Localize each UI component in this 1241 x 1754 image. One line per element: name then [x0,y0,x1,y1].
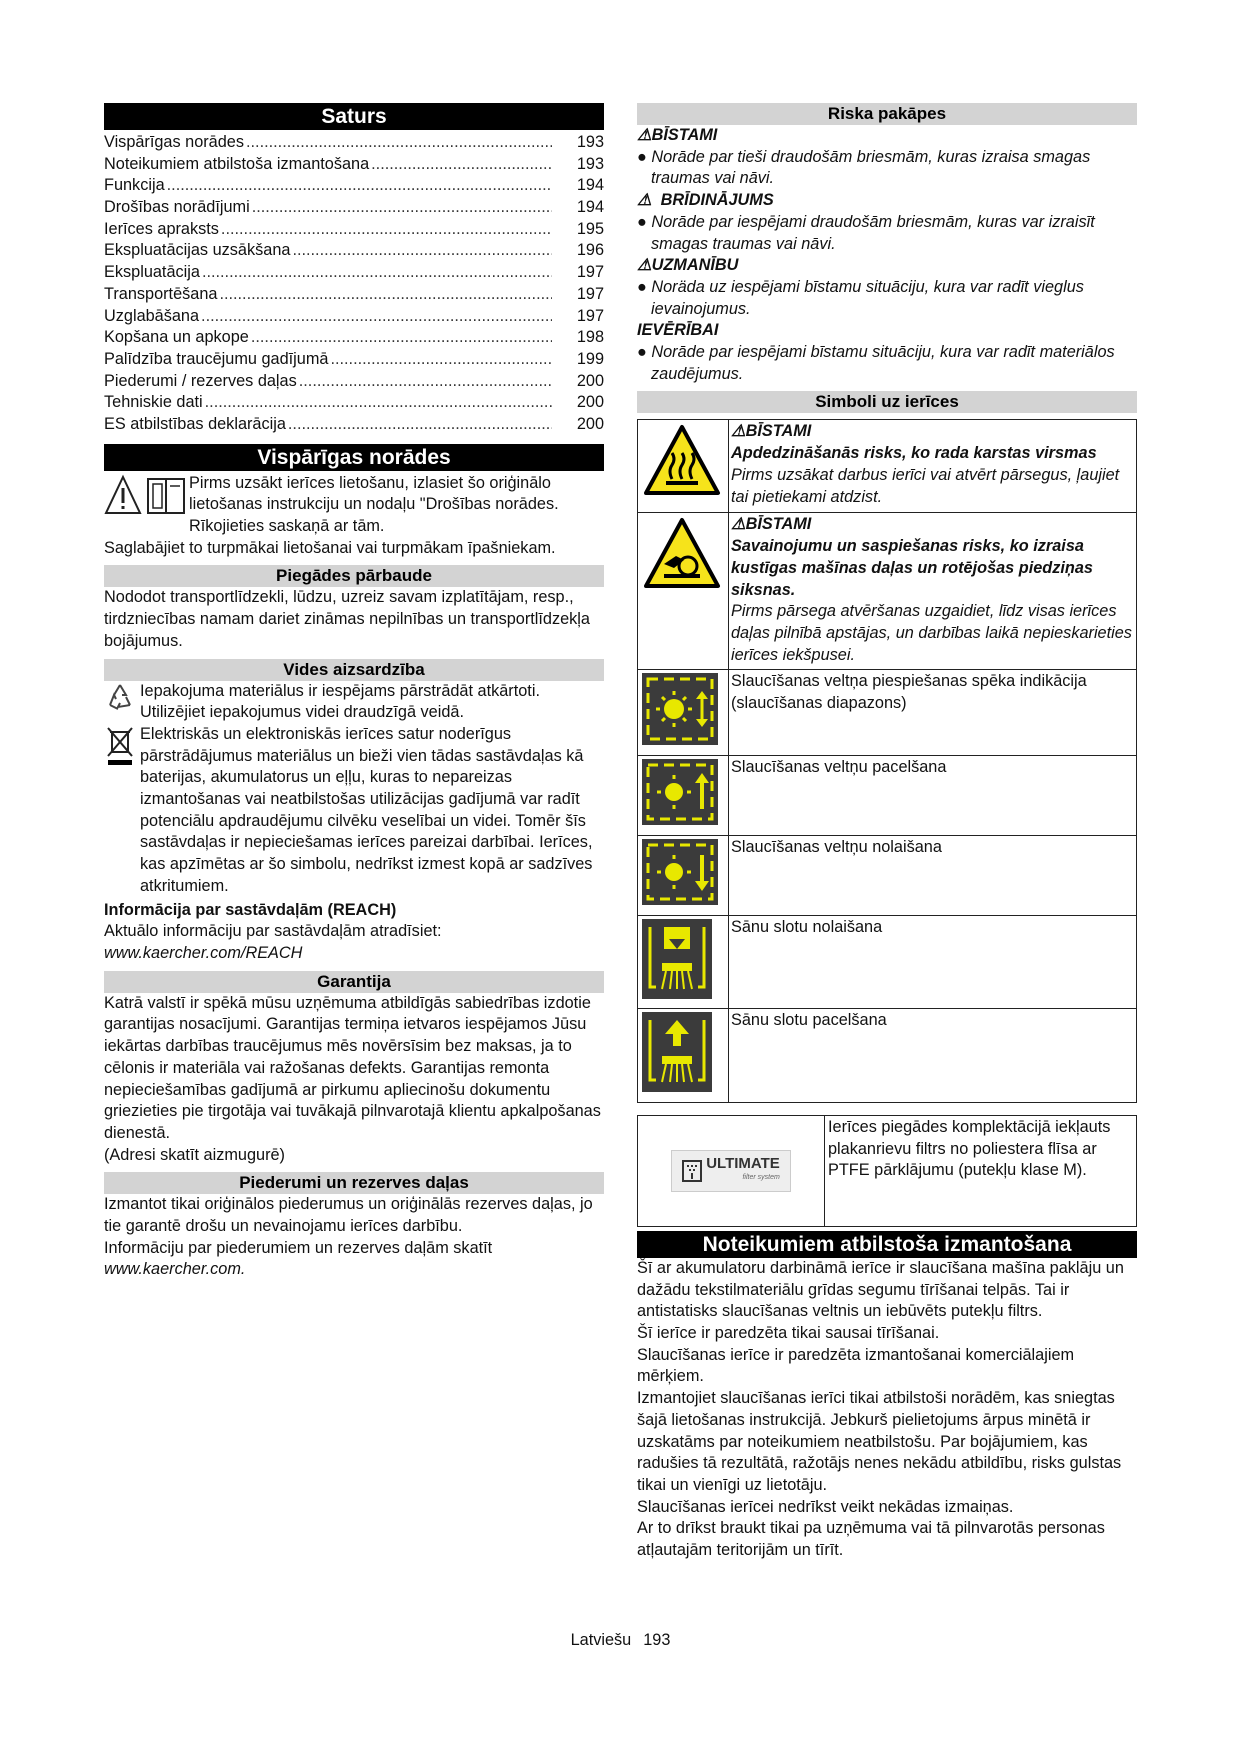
table-row: ⚠ BĪSTAMI Apdedzināšanās risks, ko rada karstas virsmas Pirms uzsākat darbus ierīci vai atvērt pārsegus, ļaujiet tai pietiekami atdzist. [638,420,1137,513]
recycle-text: Iepakojuma materiālus ir iespējams pārstrādāt atkārtoti. Utilizējiet iepakojumus videi draudzīgā veidā. [140,681,540,722]
crossed-bin-icon [104,724,140,773]
toc-entry-title: Vispārīgas norādes [104,133,244,151]
toc-entry-page: 199 [576,349,604,368]
reach-text: Aktuālo informāciju par sastāvdaļām atradīsiet: [104,922,442,941]
toc-entry-page: 196 [576,241,604,260]
warning-triangle-icon: ⚠ [637,256,652,275]
warranty-text: Katrā valstī ir spēkā mūsu uzņēmuma atbildīgās sabiedrības izdotie garantijas nosacījumi. Garantijas termiņa ietvaros iespējamos Jūsu iekārtas darbības traucējumus mēs novērsīsim bez maksas, ja to cēlonis ir materiāla vai ražošanas defekts. Garantijas remonta nepieciešamības gadījumā ar pirkumu apliecinošu dokumentu griezieties pie tirgotāja vai tuvākajā pilnvarotajā klientu apkalpošanas dienestā. [104,993,601,1142]
risk-text: ● Norāde par iespējami bīstamu situāciju, kura var radīt materiālos zaudējumus. [637,343,1115,383]
toc-entry-title: Piederumi / rezerves daļas [104,371,297,390]
section-heading: Simboli uz ierīces [637,391,1137,413]
page-footer [0,1631,1241,1650]
filter-icon [682,1160,702,1182]
table-row: Sānu slotu nolaišana [638,915,1137,1009]
right-column [637,103,1137,1562]
hot-surface-warning-icon [642,423,722,499]
symbols-table [637,419,1137,1103]
warning-triangle-icon: ⚠ [637,191,661,210]
toc-heading: Saturs [104,103,604,130]
intended-paragraph: Šī ierīce ir paredzēta tikai sausai tīrīšanai. [637,1324,940,1343]
toc-entry-page: 200 [576,414,604,433]
toc-entry-page: 200 [576,371,604,390]
intended-paragraph: Šī ar akumulatoru darbināmā ierīce ir slaucīšana mašīna paklāju un dažādu tekstilmateriālu grīdas segumu tīrīšanai telpās. Tai ir antistatisks slaucīšanas veltnis un iebūvēts putekļu filtrs. [637,1258,1124,1321]
section-heading: Piegādes pārbaude [104,565,604,587]
warning-triangle-icon: ⚠ [637,126,652,144]
section-heading: Riska pakāpes [637,103,1137,125]
toc-entry-title: Funkcija [104,176,165,195]
intended-paragraph: Slaucīšanas ierīcei nedrīkst veikt nekādas izmaiņas. [637,1497,1014,1516]
toc-entry[interactable] [104,392,604,414]
warning-book-icon [104,473,189,519]
footer-language: Latviešu [570,1631,632,1649]
toc-entry-title: Uzglabāšana [104,306,200,325]
accessories-info-text: Informāciju par piederumiem un rezerves daļām skatīt [104,1238,493,1257]
keep-text: Saglabājiet to turpmākai lietošanai vai turpmākam īpašniekam. [104,538,556,557]
table-row: Slaucīšanas veltņu nolaišana [638,835,1137,915]
table-row: Slaucīšanas veltņa piespiešanas spēka indikācija (slaucīšanas diapazons) [638,670,1137,756]
ultimate-logo [638,1116,825,1226]
risk-text: ● Noräda uz iespējami bīstamu situāciju, kura var radīt vieglus ievainojumus. [637,277,1084,318]
toc-entry[interactable] [104,219,604,241]
toc-entry[interactable] [104,154,604,176]
toc-entry-title: Palīdzība traucējumu gadījumā [104,349,329,368]
toc-entry-page: 194 [576,198,604,217]
toc-entry[interactable] [104,240,604,262]
recycle-icon [104,681,140,720]
accessories-info [104,1238,604,1281]
intended-paragraph: Ar to drīkst braukt tikai pa uzņēmuma vai tā pilnvarotās personas atļautajām teritorijām un tīrīt. [637,1519,1105,1560]
table-row: ⚠ BĪSTAMI Savainojumu un saspiešanas risks, ko izraisa kustīgas mašīnas daļas un rotējošas piedziņas siksnas. Pirms pārsega atvēršanas uzgaidiet, līdz visas ierīces daļas pilnībā apstājas, un darbības laikā nepieskarieties ierīces iekšpusei. [638,513,1137,670]
toc-entry-title: Tehniskie dati [104,393,203,412]
reach-title: Informācija par sastāvdaļām (REACH) [104,900,397,919]
weee-text: Elektriskās un elektroniskās ierīces satur noderīgus pārstrādājumus materiālus un bieži vien tādas sastāvdaļas kā baterijas, akumulatorus un eļļu, kuras to nepareizas izmantošanas vai neatbilstošas utilizācijas gadījumā var radīt potenciālu apdraudējumu cilvēku veselībai un videi. Tomēr šīs sastāvdaļas ir nepieciešamas ierīces pareizai darbībai. Ierīces, kas apzīmētas ar šo simbolu, nedrīkst izmest kopā ar sadzīves atkritumiem. [140,724,593,895]
crush-hazard-warning-icon [642,516,722,592]
risk-label-notice: IEVĒRĪBAI [637,321,719,340]
toc-entry-page: 195 [576,219,604,238]
toc-entry[interactable] [104,175,604,197]
toc-entry[interactable] [104,349,604,371]
toc-entry-title: Ekspluatācijas uzsākšana [104,241,291,260]
table-of-contents [104,132,604,436]
side-brush-lower-icon [642,919,712,999]
reach-link[interactable]: www.kaercher.com/REACH [104,943,303,962]
toc-entry-title: Ierīces apraksts [104,219,219,238]
toc-entry-page: 198 [576,328,604,347]
toc-entry-page: 200 [576,393,604,412]
accessories-text: Izmantot tikai oriģinālos piederumus un oriģinālās rezerves daļas, jo tie garantē drošu un nevainojamu ierīces darbību. [104,1195,593,1236]
section-heading: Vides aizsardzība [104,659,604,681]
ultimate-filter-box [637,1115,1137,1227]
toc-entry[interactable] [104,262,604,284]
toc-entry-title: Transportēšana [104,284,218,303]
toc-entry[interactable] [104,197,604,219]
toc-entry-title: Drošības norādījumi [104,198,250,217]
toc-entry-page: 193 [576,154,604,173]
reach-paragraph [104,921,604,964]
intended-paragraph: Slaucīšanas ierīce ir paredzēta izmantošanai komerciālajiem mērķiem. [637,1345,1075,1386]
section-heading: Noteikumiem atbilstoša izmantošana [637,1231,1137,1258]
left-column [104,103,604,1281]
toc-entry-page: 194 [576,176,604,195]
read-manual-notice [104,473,604,538]
footer-page-number: 193 [643,1631,671,1649]
recycle-note [104,681,604,724]
toc-entry-title: ES atbilstības deklarācija [104,414,286,433]
toc-entry-page: 197 [576,306,604,325]
section-heading: Garantija [104,971,604,993]
intro-text: Pirms uzsākt ierīces lietošanu, izlasiet šo oriģinālo lietošanas instrukciju un nodaļu "Drošības norādes. Rīkojieties saskaņā ar tām. [189,473,559,536]
toc-entry[interactable] [104,371,604,393]
risk-text: ● Norāde par tieši draudošām briesmām, kuras izraisa smagas traumas vai nāvi. [637,147,1091,188]
ultimate-logo-sub: filter system [742,1173,780,1181]
risk-text: ● Norāde par iespējami draudošām briesmām, kuras var izraisīt smagas traumas vai nāvi. [637,212,1095,253]
toc-entry[interactable] [104,306,604,328]
toc-entry-page: 193 [576,133,604,151]
delivery-text: Nododot transportlīdzekli, lūdzu, uzreiz savam izplatītājam, resp., tirdzniecības namam dariet zināmas nepilnības un transportlīdzekļa bojājumus. [104,588,590,650]
toc-entry-page: 197 [576,263,604,282]
roller-lower-icon [642,839,718,905]
ultimate-logo-text: ULTIMATE [706,1154,780,1172]
weee-note [104,724,604,898]
table-row: Slaucīšanas veltņu pacelšana [638,756,1137,836]
toc-entry-title: Kopšana un apkope [104,328,249,347]
section-heading: Vispārīgas norādes [104,444,604,471]
section-heading: Piederumi un rezerves daļas [104,1172,604,1194]
roller-raise-icon [642,759,718,825]
ultimate-text: Ierīces piegādes komplektācijā iekļauts plakanrievu filtrs no poliestera flīsa ar PTFE pārklājumu (putekļu klase M). [828,1117,1111,1180]
toc-entry-title: Noteikumiem atbilstoša izmantošana [104,154,370,173]
accessories-link[interactable]: www.kaercher.com. [104,1260,246,1279]
toc-entry-page: 197 [576,284,604,303]
risk-label-warning: ⚠ BRĪDINĀJUMS [637,190,1137,212]
toc-entry[interactable] [104,414,604,436]
toc-entry-title: Ekspluatācija [104,263,200,282]
intended-paragraph: Izmantojiet slaucīšanas ierīci tikai atbilstoši norādēm, kas sniegtas šajā lietošanas instrukcijā. Jebkurš pielietojums ārpus minētā ir uzskatāms par noteikumiem neatbilstošu. Par bojājumiem, kas radušies tā rezultātā, ražotājs nenes nekādu atbildību, risks gulstas tikai un vienīgi uz lietotāju. [637,1389,1122,1494]
risk-label-danger: ⚠ BĪSTAMI [637,125,1137,147]
toc-entry[interactable] [104,132,604,154]
toc-entry[interactable] [104,284,604,306]
table-row: Sānu slotu pacelšana [638,1009,1137,1103]
roller-pressure-icon [642,673,718,745]
risk-label-caution: ⚠ UZMANĪBU [637,255,1137,277]
side-brush-raise-icon [642,1012,712,1092]
toc-entry[interactable] [104,327,604,349]
warranty-address: (Adresi skatīt aizmugurē) [104,1145,285,1164]
